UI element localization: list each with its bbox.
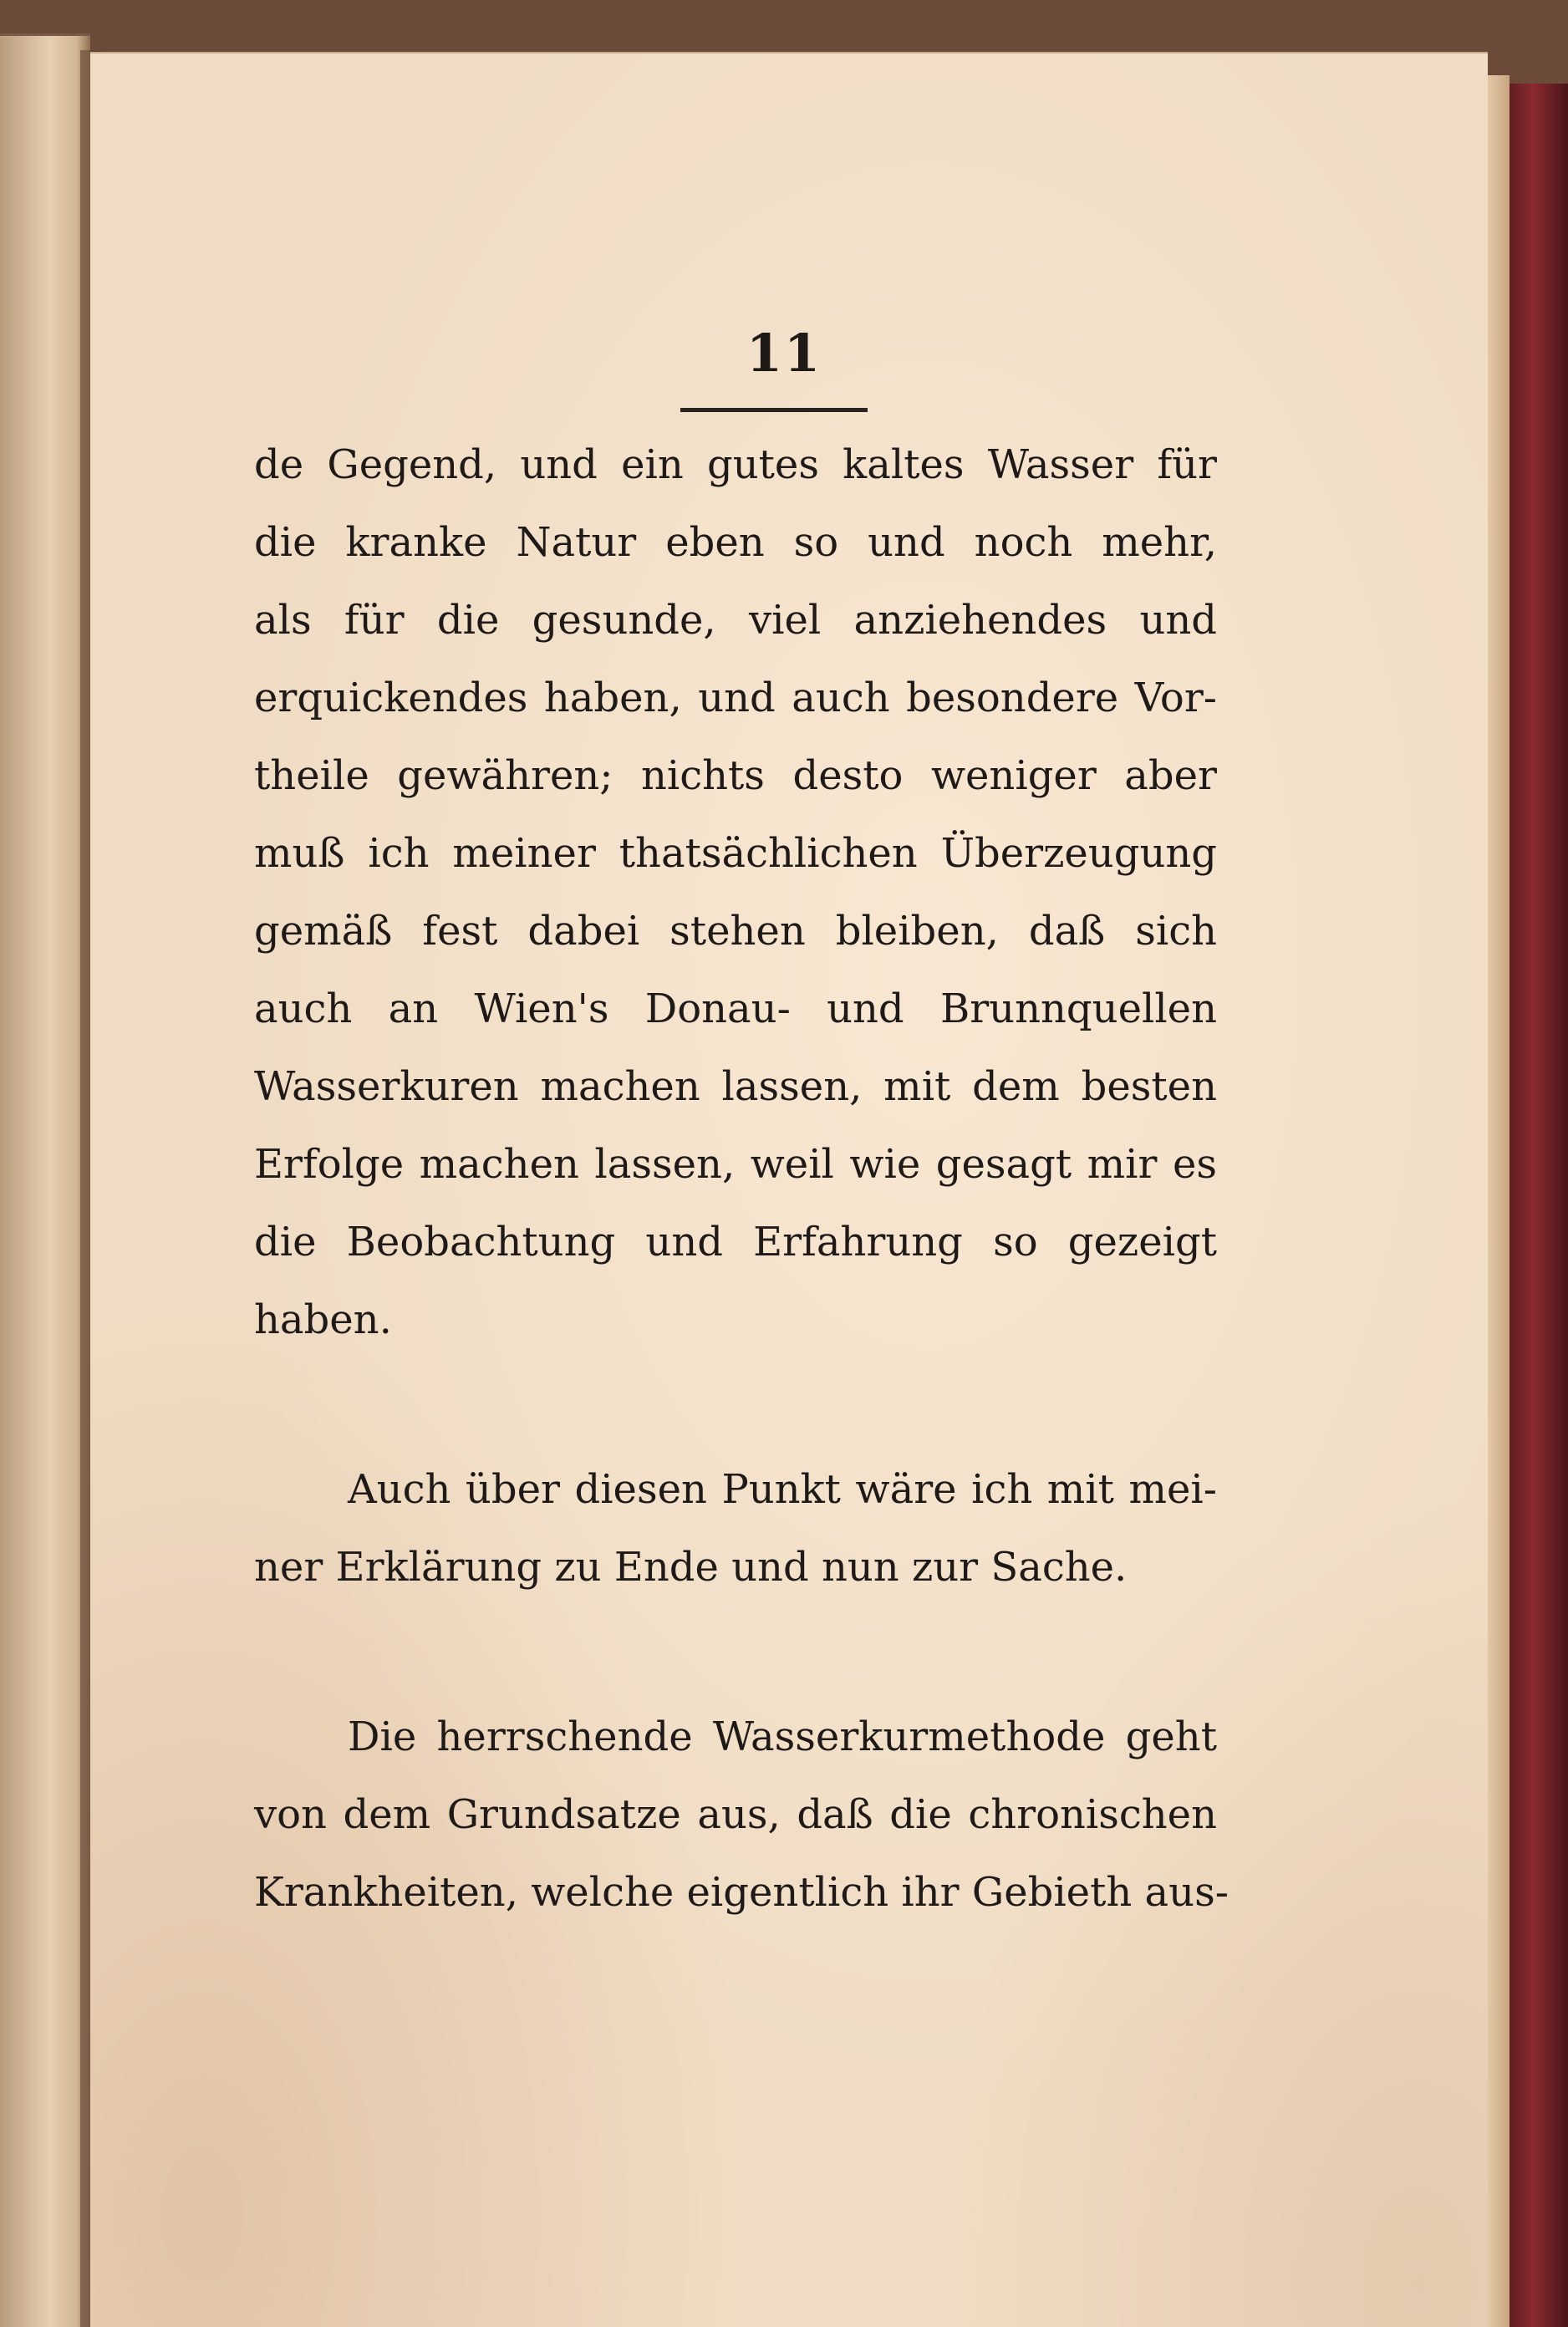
text-line: ner Erklärung zu Ende und nun zur Sache.: [254, 1544, 1128, 1591]
page-stack-edge: [1488, 75, 1509, 2327]
header-rule: [680, 408, 868, 412]
page-number: 11: [746, 323, 822, 384]
text-line: Auch über diesen Punkt wäre ich mit mei-: [348, 1466, 1217, 1513]
text-line: de Gegend, und ein gutes kaltes Wasser für: [254, 441, 1217, 488]
text-line: erquickendes haben, und auch besondere Vor-: [254, 675, 1217, 721]
text-line: haben.: [254, 1296, 392, 1343]
text-line: Die herrschende Wasserkurmethode geht: [348, 1713, 1217, 1760]
text-line: von dem Grundsatze aus, daß die chronischen: [254, 1791, 1217, 1838]
text-line: die Beobachtung und Erfahrung so gezeigt: [254, 1219, 1217, 1265]
text-line: Wasserkuren machen lassen, mit dem besten: [254, 1063, 1217, 1110]
text-line: auch an Wien's Donau- und Brunnquellen: [254, 985, 1217, 1032]
red-cover-edge: [1509, 84, 1568, 2327]
text-line: als für die gesunde, viel anziehendes und: [254, 597, 1217, 644]
paragraph-gap: [254, 1606, 1217, 1698]
paragraph: [254, 1698, 1229, 1932]
text-line: Krankheiten, welche eigentlich ihr Gebieth aus-: [254, 1869, 1229, 1916]
paragraph-gap: [254, 1359, 1217, 1451]
paragraph: [254, 1451, 1217, 1606]
text-line: Erfolge machen lassen, weil wie gesagt mir es: [254, 1141, 1217, 1188]
text-line: theile gewähren; nichts desto weniger aber: [254, 752, 1217, 799]
text-line: muß ich meiner thatsächlichen Überzeugung: [254, 830, 1217, 877]
text-line: die kranke Natur eben so und noch mehr,: [254, 519, 1217, 566]
paragraph: [254, 426, 1217, 1359]
text-line: gemäß fest dabei stehen bleiben, daß sich: [254, 908, 1217, 955]
body-text: [254, 426, 1229, 1932]
